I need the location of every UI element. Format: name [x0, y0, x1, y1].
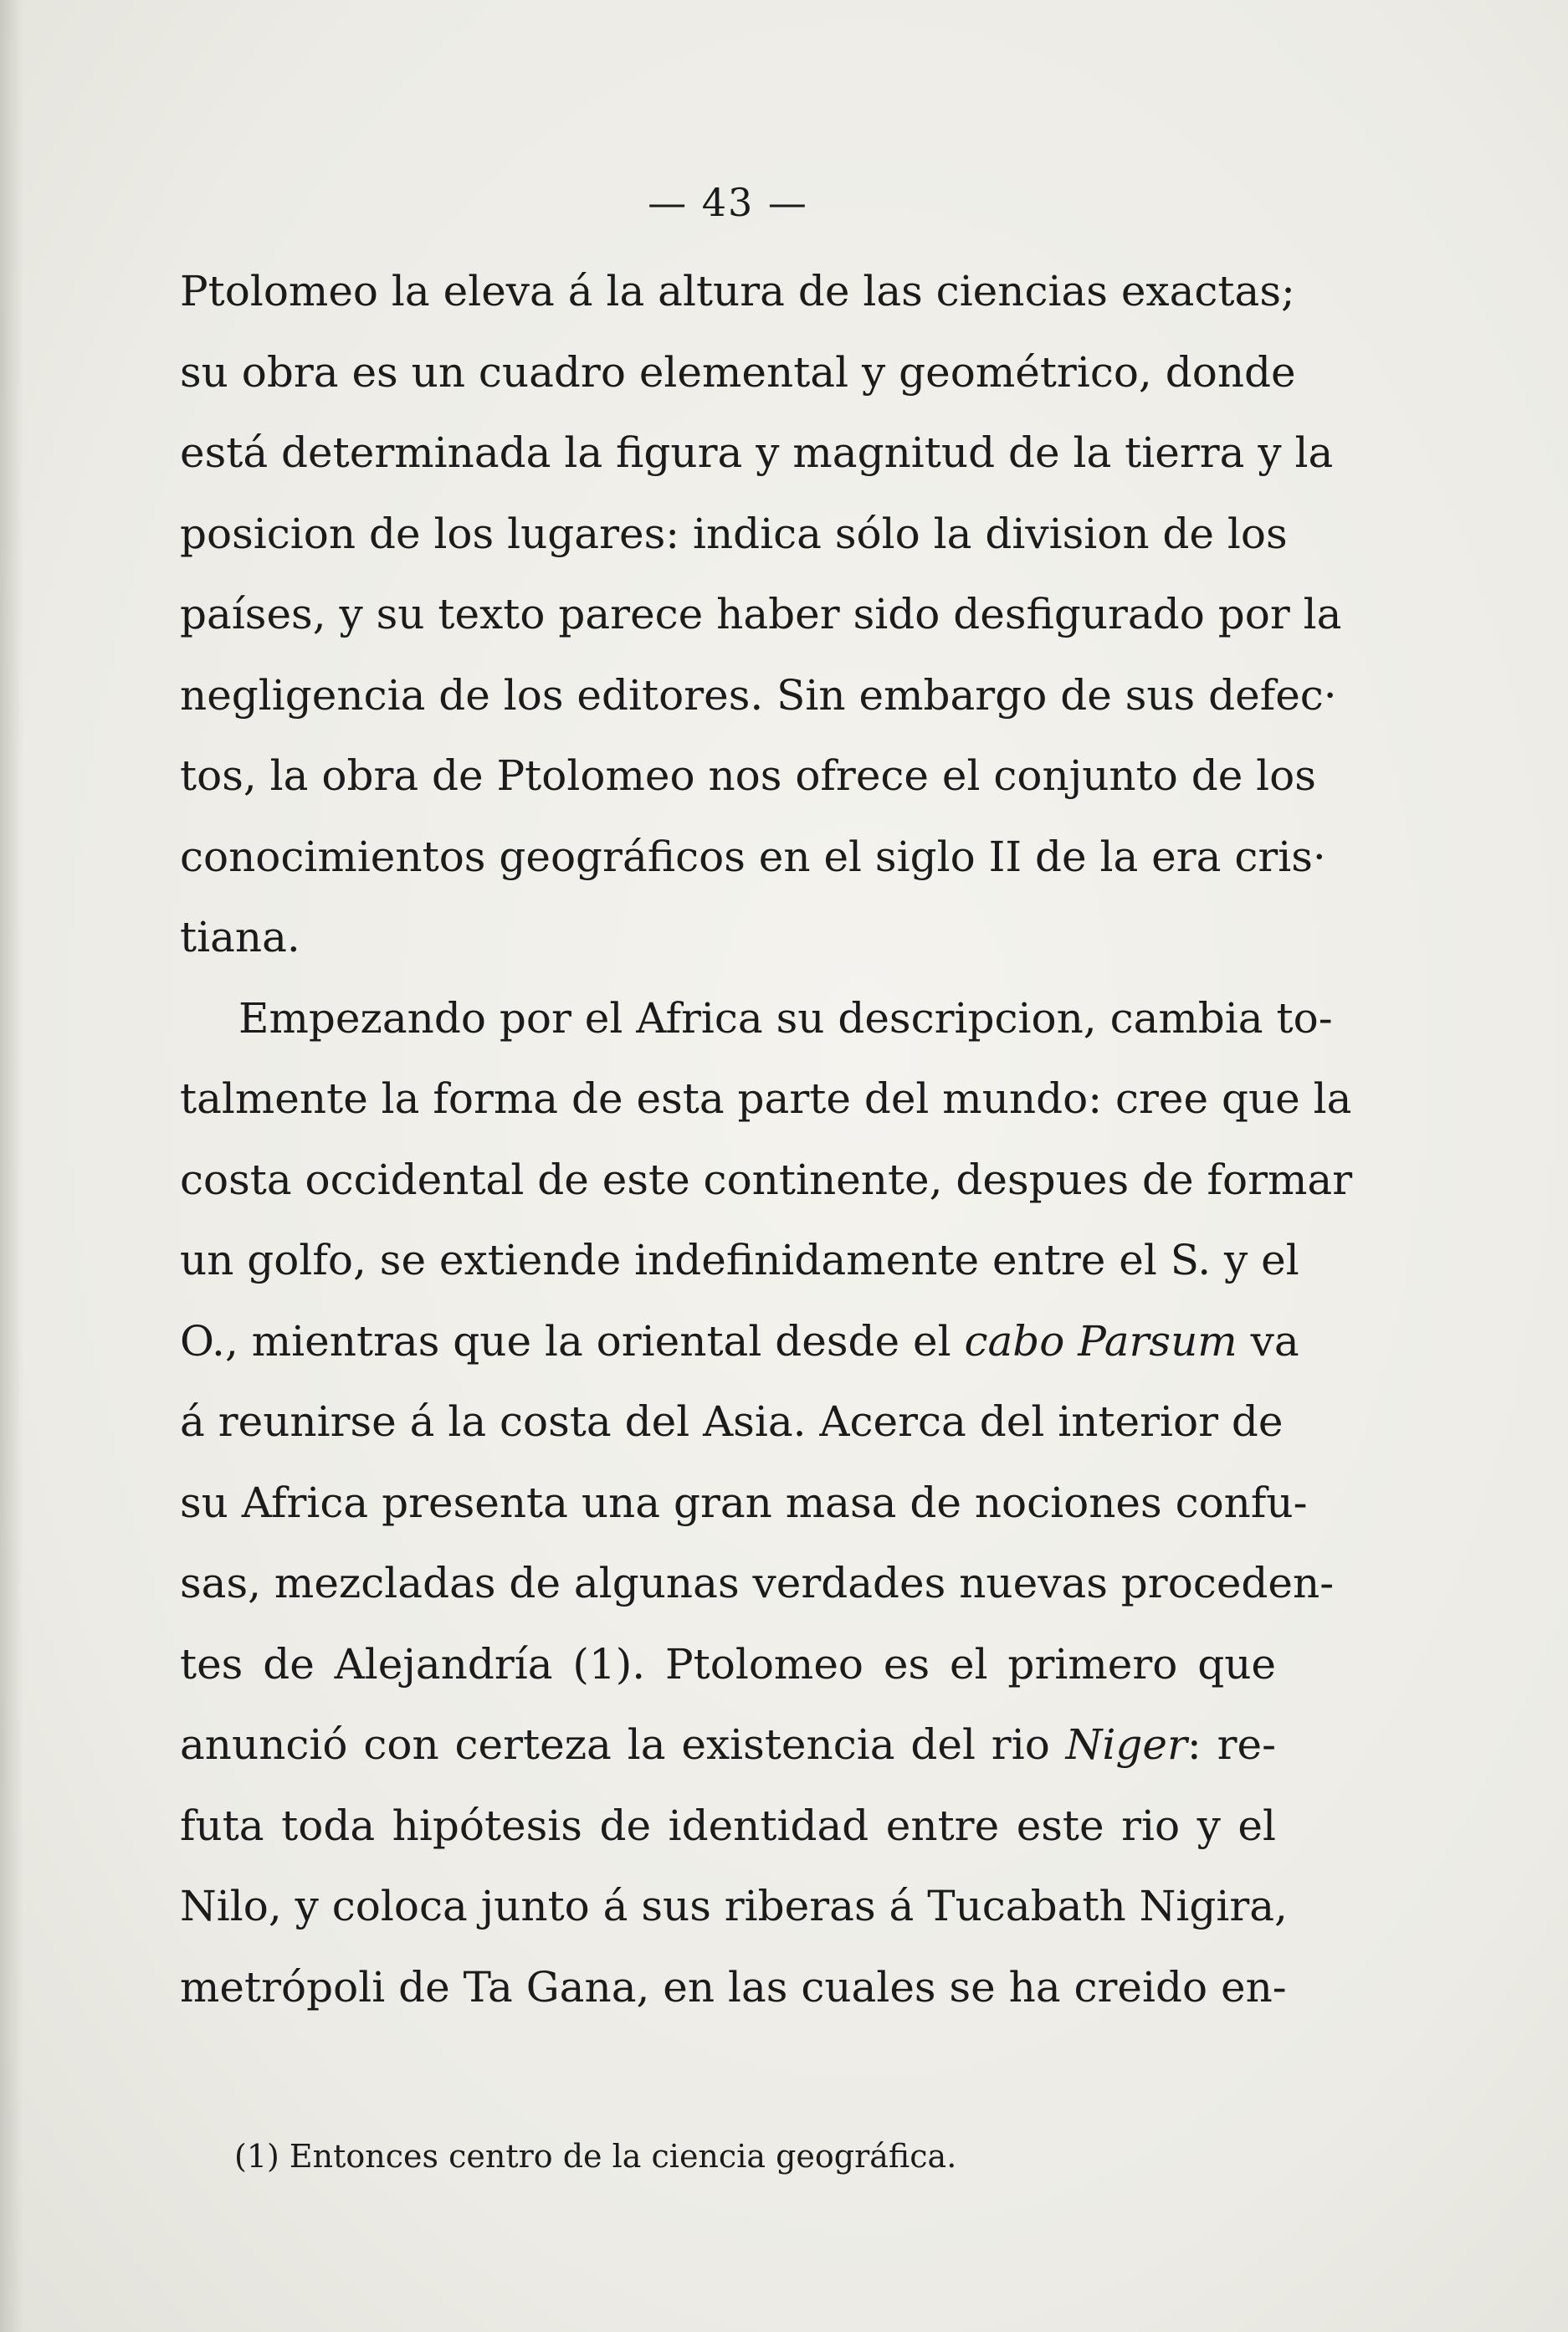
text-line: sas, mezcladas de algunas verdades nuevas proceden-	[180, 1559, 1335, 1607]
text-line: costa occidental de este continente, despues de formar	[180, 1155, 1353, 1204]
text-run: O., mientras que la oriental desde el	[180, 1316, 965, 1366]
text-line	[180, 1704, 1276, 1786]
text-line: posicion de los lugares: indica sólo la division de los	[180, 509, 1288, 558]
text-line: su obra es un cuadro elemental y geométrico, donde	[180, 347, 1296, 397]
text-run: va	[1237, 1316, 1299, 1366]
text-line: tes de Alejandría (1). Ptolomeo es el primero que	[180, 1639, 1276, 1689]
italic-place-name: cabo Parsum	[964, 1316, 1237, 1366]
text-line: conocimientos geográficos en el siglo II de la era cris·	[180, 832, 1326, 881]
text-line: países, y su texto parece haber sido desfigurado por la	[180, 590, 1342, 638]
italic-river-name: Niger	[1065, 1720, 1187, 1769]
text-line: negligencia de los editores. Sin embargo de sus defec·	[180, 670, 1337, 720]
text-line: Nilo, y coloca junto á sus riberas á Tucabath Nigira,	[180, 1882, 1288, 1930]
text-line: su Africa presenta una gran masa de nociones confu-	[180, 1478, 1308, 1527]
main-text	[180, 251, 1353, 2027]
page-number: — 43 —	[648, 180, 808, 225]
footnote: (1) Entonces centro de la ciencia geográfica.	[234, 2138, 957, 2175]
text-run: anunció con certeza la existencia del rio	[180, 1720, 1066, 1769]
text-line: está determinada la figura y magnitud de la tierra y la	[180, 428, 1334, 477]
text-line	[180, 1301, 1299, 1382]
text-line: á reunirse á la costa del Asia. Acerca del interior de	[180, 1397, 1284, 1446]
text-line: metrópoli de Ta Gana, en las cuales se ha creido en-	[180, 1962, 1287, 2012]
text-line: un golfo, se extiende indefinidamente entre el S. y el	[180, 1236, 1299, 1284]
text-line: tiana.	[180, 913, 300, 961]
text-line: Ptolomeo la eleva á la altura de las ciencias exactas;	[180, 267, 1295, 315]
text-line: talmente la forma de esta parte del mundo: cree que la	[180, 1074, 1352, 1123]
text-run: : re-	[1186, 1720, 1276, 1769]
spine-shadow	[0, 0, 23, 2332]
text-line: tos, la obra de Ptolomeo nos ofrece el conjunto de los	[180, 751, 1316, 800]
paragraph-start-line: Empezando por el Africa su descripcion, cambia to-	[238, 993, 1333, 1043]
text-line: futa toda hipótesis de identidad entre este rio y el	[180, 1801, 1276, 1850]
